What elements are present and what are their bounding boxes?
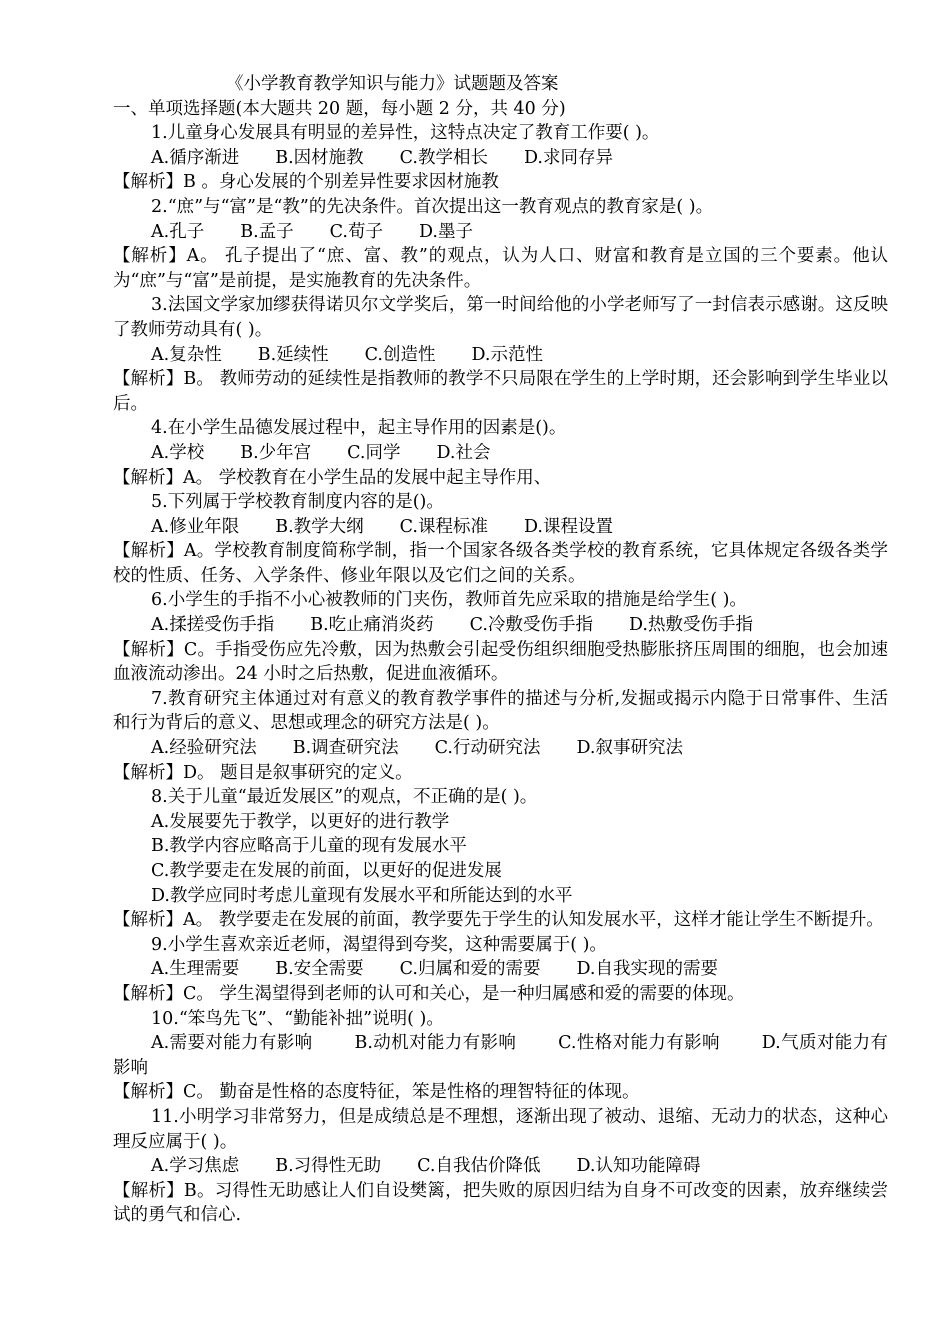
option-a: A.孔子 — [151, 221, 205, 242]
question-4-options — [113, 441, 888, 466]
question-11-options — [113, 1154, 888, 1179]
option-b: B.少年宫 — [240, 442, 312, 463]
question-1-stem: 1.儿童身心发展具有明显的差异性，这特点决定了教育工作要( )。 — [151, 123, 660, 144]
option-b: B.吃止痛消炎药 — [310, 615, 434, 636]
option-d: D.墨子 — [418, 221, 473, 242]
option-c: C.冷敷受伤手指 — [469, 615, 593, 636]
question-8-option-a: A.发展要先于教学，以更好的进行教学 — [151, 811, 450, 832]
question-7-options — [113, 736, 888, 761]
section-heading: 一、单项选择题(本大题共 20 题，每小题 2 分，共 40 分) — [113, 98, 566, 119]
option-c: C.归属和爱的需要 — [399, 959, 541, 980]
question-9-options — [113, 957, 888, 982]
option-c: C.创造性 — [364, 344, 436, 365]
question-3-analysis: 【解析】B。 教师劳动的延续性是指教师的教学不只局限在学生的上学时期，还会影响到学生毕业以后。 — [113, 369, 888, 414]
question-5-analysis: 【解析】A。学校教育制度简称学制，指一个国家各级各类学校的教育系统，它具体规定各级各类学校的性质、任务、入学条件、修业年限以及它们之间的关系。 — [113, 541, 888, 586]
question-8-option-d: D.教学应同时考虑儿童现有发展水平和所能达到的水平 — [151, 885, 573, 906]
question-2-stem: 2.“庶”与“富”是“教”的先决条件。首次提出这一教育观点的教育家是( )。 — [151, 196, 714, 217]
question-6-options — [113, 613, 888, 638]
option-b: B.延续性 — [257, 344, 329, 365]
question-8-stem: 8.关于儿童“最近发展区”的观点，不正确的是( )。 — [151, 787, 538, 808]
question-10-options — [113, 1031, 888, 1080]
option-b: B.教学大纲 — [275, 516, 364, 537]
option-c: C.荀子 — [329, 221, 383, 242]
question-6-analysis: 【解析】C。手指受伤应先冷敷，因为热敷会引起受伤组织细胞受热膨胀挤压周围的细胞，也会加速血液流动渗出。24 小时之后热敷，促进血液循环。 — [113, 639, 888, 685]
option-b: B.因材施教 — [275, 147, 364, 168]
option-d: D.自我实现的需要 — [576, 959, 718, 980]
question-1-options — [113, 146, 888, 171]
option-d: D.热敷受伤手指 — [628, 615, 753, 636]
question-2-options — [113, 220, 888, 245]
question-3-options — [113, 343, 888, 368]
option-b: B.动机对能力有影响 — [354, 1033, 517, 1054]
question-4-analysis: 【解析】A。 学校教育在小学生品的发展中起主导作用、 — [113, 467, 552, 488]
question-6-stem: 6.小学生的手指不小心被教师的门夹伤，教师首先应采取的措施是给学生( )。 — [151, 590, 747, 611]
option-d: D.社会 — [436, 442, 491, 463]
question-1-analysis: 【解析】B 。身心发展的个别差异性要求因材施教 — [113, 172, 499, 193]
option-c: C.同学 — [347, 442, 401, 463]
question-5-stem: 5.下列属于学校教育制度内容的是()。 — [151, 492, 444, 513]
option-d: D.认知功能障碍 — [576, 1156, 701, 1177]
option-a: A.复杂性 — [151, 344, 222, 365]
question-8-analysis: 【解析】A。 教学要走在发展的前面，教学要先于学生的认知发展水平，这样才能让学生不断提升。 — [113, 910, 884, 931]
question-10-analysis: 【解析】C。 勤奋是性格的态度特征，笨是性格的理智特征的体现。 — [113, 1082, 640, 1103]
option-c: C.课程标准 — [399, 516, 488, 537]
option-a: A.经验研究法 — [151, 738, 257, 759]
question-10-stem: 10.“笨鸟先飞”、“勤能补拙”说明( )。 — [151, 1008, 444, 1029]
question-2-analysis: 【解析】A。 孔子提出了“庶、富、教”的观点，认为人口、财富和教育是立国的三个要素。他认为“庶”与“富”是前提，是实施教育的先决条件。 — [113, 246, 888, 291]
option-a: A.修业年限 — [151, 516, 240, 537]
option-d: D.求同存异 — [523, 147, 613, 168]
option-a: A.循序渐进 — [151, 147, 240, 168]
question-9-stem: 9.小学生喜欢亲近老师，渴望得到夸奖，这种需要属于( )。 — [151, 934, 607, 955]
question-8-option-b: B.教学内容应略高于儿童的现有发展水平 — [151, 836, 467, 857]
option-d: D.叙事研究法 — [576, 738, 683, 759]
option-b: B.安全需要 — [275, 959, 364, 980]
option-c: C.自我估价降低 — [417, 1156, 541, 1177]
question-5-options — [113, 515, 888, 540]
document-page — [113, 72, 888, 1228]
option-d: D.课程设置 — [523, 516, 613, 537]
question-7-analysis: 【解析】D。 题目是叙事研究的定义。 — [113, 762, 413, 783]
question-9-analysis: 【解析】C。 学生渴望得到老师的认可和关心，是一种归属感和爱的需要的体现。 — [113, 983, 745, 1004]
question-11-stem: 11.小明学习非常努力，但是成绩总是不理想，逐渐出现了被动、退缩、无动力的状态，这种心理反应属于( )。 — [113, 1106, 888, 1152]
option-c: C.教学相长 — [399, 147, 488, 168]
option-c: C.行动研究法 — [434, 738, 541, 759]
question-11-analysis: 【解析】B。习得性无助感让人们自设樊篱，把失败的原因归结为自身不可改变的因素，放弃继续尝试的勇气和信心. — [113, 1180, 888, 1226]
option-b: B.孟子 — [240, 221, 294, 242]
question-7-stem: 7.教育研究主体通过对有意义的教育教学事件的描述与分析,发掘或揭示内隐于日常事件、生活和行为背后的意义、思想或理念的研究方法是( )。 — [113, 688, 888, 734]
option-a: A.生理需要 — [151, 959, 240, 980]
option-a: A.学校 — [151, 442, 205, 463]
option-b: B.调查研究法 — [292, 738, 399, 759]
option-a: A.需要对能力有影响 — [151, 1033, 313, 1054]
question-4-stem: 4.在小学生品德发展过程中，起主导作用的因素是()。 — [151, 418, 567, 439]
document-title: 《小学教育教学知识与能力》试题题及答案 — [226, 74, 559, 94]
option-a: A.学习焦虑 — [151, 1156, 240, 1177]
option-c: C.性格对能力有影响 — [558, 1033, 720, 1054]
option-a: A.揉搓受伤手指 — [151, 615, 275, 636]
option-b: B.习得性无助 — [275, 1156, 382, 1177]
question-3-stem: 3.法国文学家加缪获得诺贝尔文学奖后，第一时间给他的小学老师写了一封信表示感谢。这反映了教师劳动具有( )。 — [113, 295, 888, 340]
question-8-option-c: C.教学要走在发展的前面，以更好的促进发展 — [151, 861, 502, 881]
option-d: D.气质对能力有影响 — [113, 1033, 888, 1078]
option-d: D.示范性 — [471, 344, 543, 365]
